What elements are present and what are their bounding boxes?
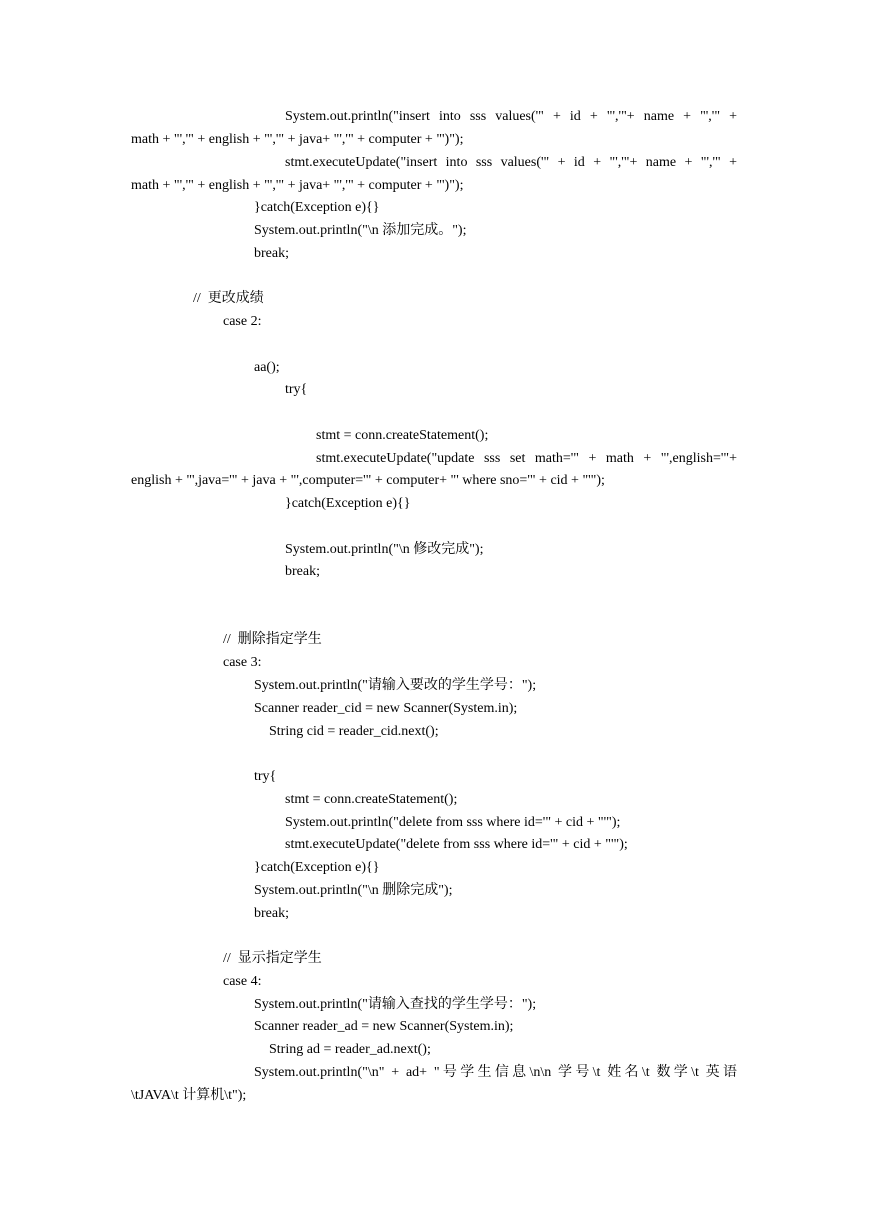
code-line: stmt.executeUpdate("insert into sss values('" + id + "','"+ name + "','" +: [285, 155, 737, 170]
code-comment: // 更改成绩: [193, 291, 264, 306]
code-line: System.out.println("\n" + ad+ "号学生信息\n\n 学号\t 姓名\t 数学\t 英语: [254, 1065, 737, 1080]
code-line: stmt.executeUpdate("update sss set math='" + math + "',english='"+: [316, 451, 737, 466]
code-line: stmt = conn.createStatement();: [285, 792, 458, 807]
code-line: stmt.executeUpdate("delete from sss where id='" + cid + "'");: [285, 837, 628, 852]
code-line: Scanner reader_cid = new Scanner(System.in);: [254, 701, 518, 716]
code-line: case 2:: [223, 314, 262, 329]
code-line: break;: [254, 906, 289, 921]
code-line: System.out.println("insert into sss values('" + id + "','"+ name + "','" +: [285, 109, 737, 124]
code-comment: // 删除指定学生: [223, 632, 322, 647]
code-line: break;: [285, 564, 320, 579]
code-line: stmt = conn.createStatement();: [316, 428, 489, 443]
code-line: String ad = reader_ad.next();: [269, 1042, 431, 1057]
code-comment: // 显示指定学生: [223, 951, 322, 966]
code-line: english + "',java='" + java + "',computer='" + computer+ "' where sno='" + cid + "'");: [131, 473, 605, 488]
code-line: System.out.println("请输入查找的学生学号：");: [254, 997, 537, 1012]
code-line: break;: [254, 246, 289, 261]
code-line: System.out.println("请输入要改的学生学号：");: [254, 678, 537, 693]
code-line: System.out.println("\n 修改完成");: [285, 542, 484, 557]
code-line: case 3:: [223, 655, 262, 670]
code-line: System.out.println("\n 添加完成。");: [254, 223, 467, 238]
code-line: System.out.println("delete from sss where id='" + cid + "'");: [285, 815, 621, 830]
code-line: math + "','" + english + "','" + java+ "','" + computer + "')");: [131, 132, 464, 147]
code-line: try{: [254, 769, 277, 784]
code-line: try{: [285, 382, 308, 397]
code-line: }catch(Exception e){}: [254, 200, 380, 215]
code-line: }catch(Exception e){}: [285, 496, 411, 511]
code-line: \tJAVA\t 计算机\t");: [131, 1088, 247, 1103]
code-line: System.out.println("\n 删除完成");: [254, 883, 453, 898]
code-line: }catch(Exception e){}: [254, 860, 380, 875]
code-line: math + "','" + english + "','" + java+ "','" + computer + "')");: [131, 178, 464, 193]
code-line: Scanner reader_ad = new Scanner(System.in);: [254, 1019, 514, 1034]
code-line: aa();: [254, 360, 280, 375]
code-line: String cid = reader_cid.next();: [269, 724, 439, 739]
code-line: case 4:: [223, 974, 262, 989]
